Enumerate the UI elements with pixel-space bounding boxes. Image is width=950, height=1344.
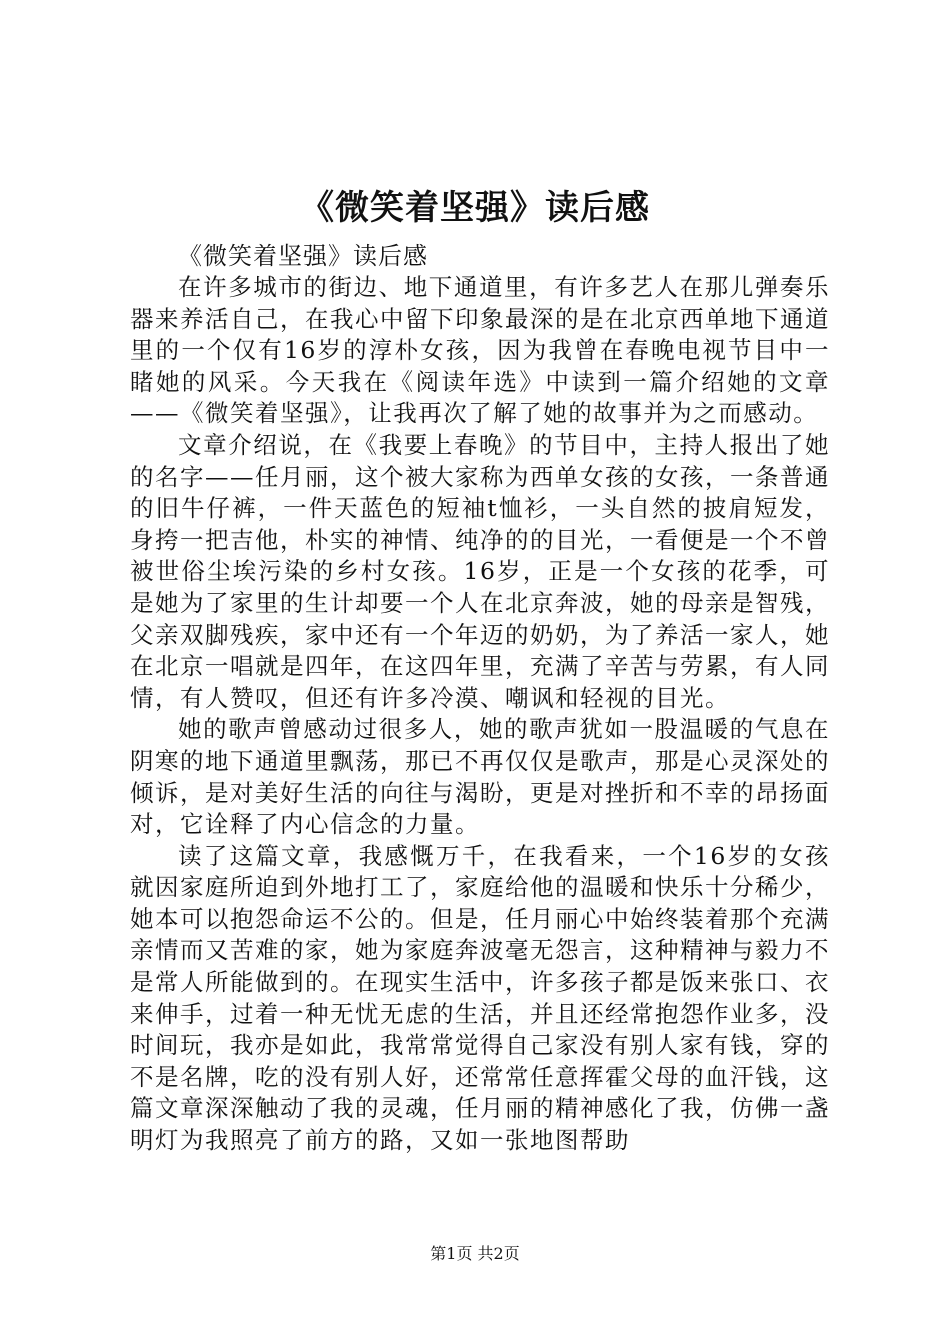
page-footer: 第1页 共2页 bbox=[430, 1244, 520, 1263]
paragraph-2: 文章介绍说，在《我要上春晚》的节目中，主持人报出了她的名字——任月丽，这个被大家称为西单女孩的女孩，一条普通的旧牛仔裤，一件天蓝色的短袖t恤衫，一头自然的披肩短发，身挎一把吉他，朴实的神情、纯净的的目光，一看便是一个不曾被世俗尘埃污染的乡村女孩。16岁，正是一个女孩的花季，可是她为了家里的生计却要一个人在北京奔波，她的母亲是智残，父亲双脚残疾，家中还有一个年迈的奶奶，为了养活一家人，她在北京一唱就是四年，在这四年里，充满了辛苦与劳累，有人同情，有人赞叹，但还有许多冷漠、嘲讽和轻视的目光。 bbox=[130, 430, 830, 712]
paragraph-3: 她的歌声曾感动过很多人，她的歌声犹如一股温暖的气息在阴寒的地下通道里飘荡，那已不再仅仅是歌声，那是心灵深处的倾诉，是对美好生活的向往与渴盼，更是对挫折和不幸的昂扬面对，它诠释了内心信念的力量。 bbox=[130, 715, 830, 839]
document-subtitle: 《微笑着坚强》读后感 bbox=[178, 242, 428, 270]
document-title: 《微笑着坚强》读后感 bbox=[300, 188, 650, 228]
paragraph-1: 在许多城市的街边、地下通道里，有许多艺人在那儿弹奏乐器来养活自己，在我心中留下印象最深的是在北京西单地下通道里的一个仅有16岁的淳朴女孩，因为我曾在春晚电视节目中一睹她的风采。今天我在《阅读年选》中读到一篇介绍她的文章——《微笑着坚强》，让我再次了解了她的故事并为之而感动。 bbox=[130, 273, 830, 428]
paragraph-4: 读了这篇文章，我感慨万千，在我看来，一个16岁的女孩就因家庭所迫到外地打工了，家庭给他的温暖和快乐十分稀少，她本可以抱怨命运不公的。但是，任月丽心中始终装着那个充满亲情而又苦难的家，她为家庭奔波毫无怨言，这种精神与毅力不是常人所能做到的。在现实生活中，许多孩子都是饭来张口、衣来伸手，过着一种无忧无虑的生活，并且还经常抱怨作业多，没时间玩，我亦是如此，我常常觉得自己家没有别人家有钱，穿的不是名牌，吃的没有别人好，还常常任意挥霍父母的血汗钱，这篇文章深深触动了我的灵魂，任月丽的精神感化了我，仿佛一盏明灯为我照亮了前方的路，又如一张地图帮助 bbox=[130, 841, 830, 1155]
document-body bbox=[130, 240, 830, 1157]
